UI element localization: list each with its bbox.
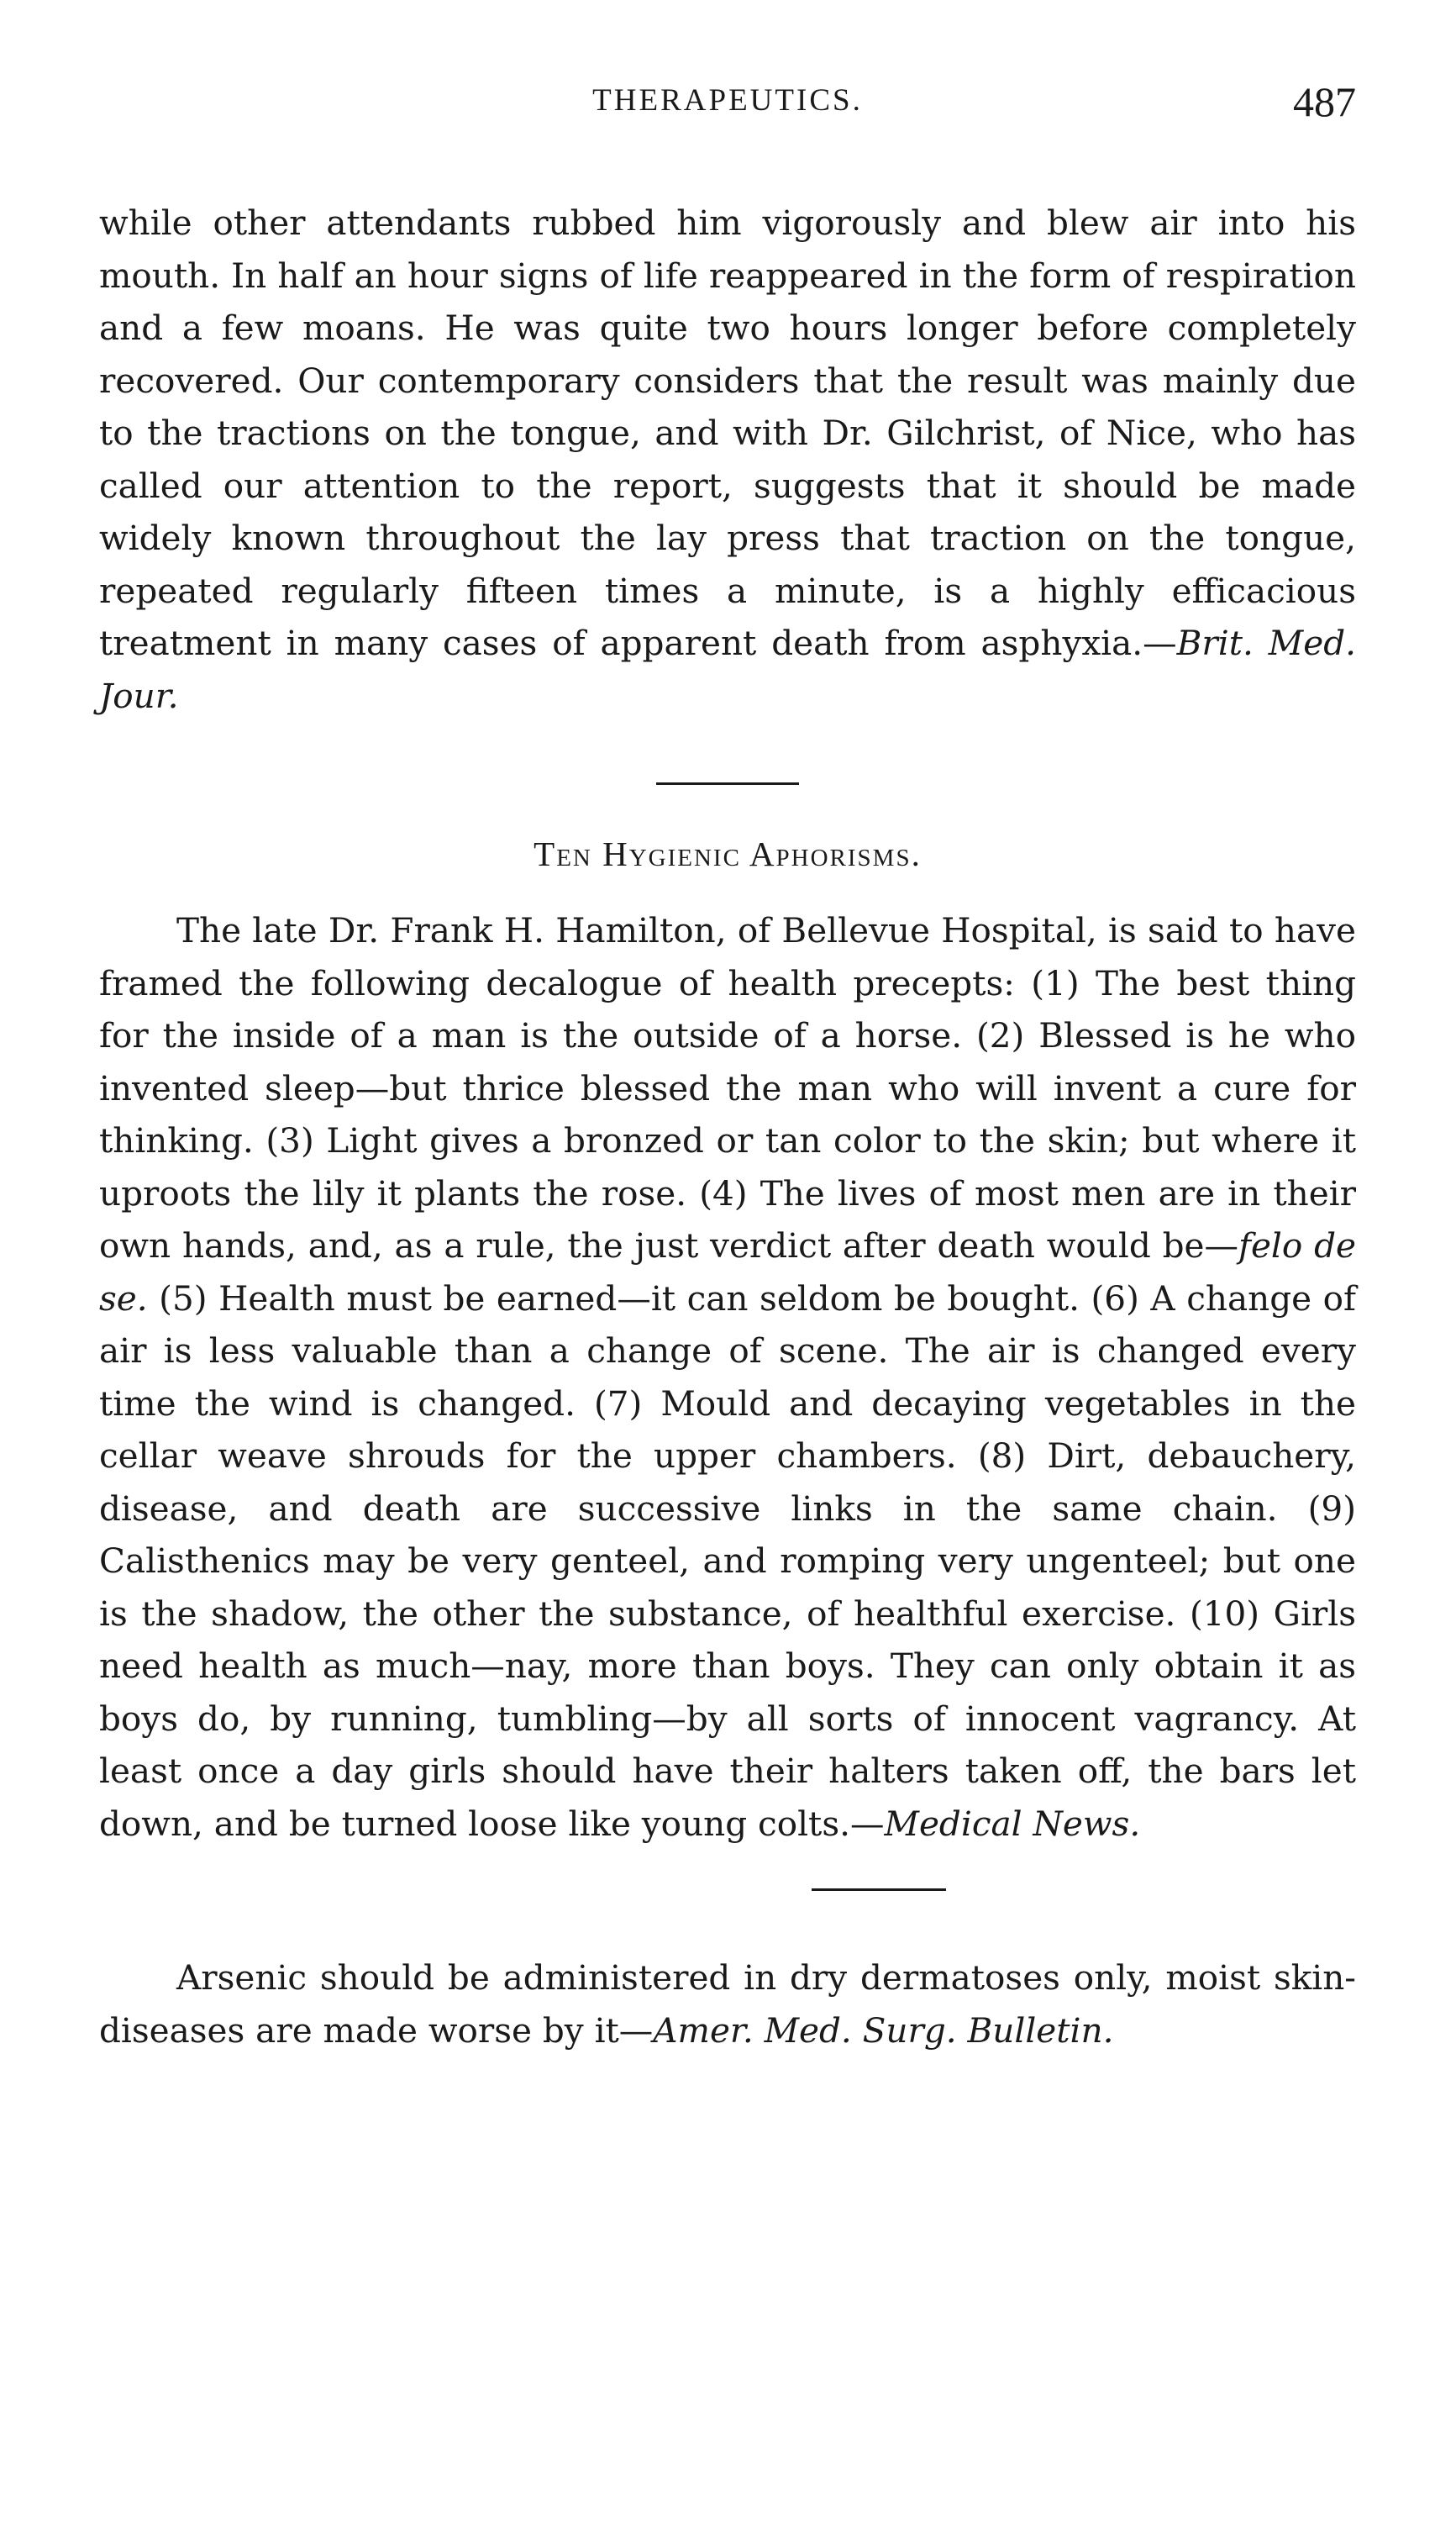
section-divider (812, 1888, 946, 1891)
paragraph-text: Arsenic should be administered in dry dermatoses only, moist skin-diseases are made worse by it— (99, 1957, 1356, 2051)
section-divider (656, 782, 799, 785)
paragraph-aphorisms (99, 904, 1356, 1850)
paragraph-arsenic (99, 1951, 1356, 2056)
source-citation: Medical News. (884, 1803, 1141, 1844)
source-citation: Brit. Med. Jour. (99, 623, 1356, 716)
page-number: 487 (1293, 78, 1356, 125)
section-heading: Ten Hygienic Aphorisms. (534, 835, 922, 873)
book-page (99, 77, 1356, 2056)
running-head (99, 77, 1356, 136)
paragraph-tongue-traction (99, 197, 1356, 722)
paragraph-text: while other attendants rubbed him vigorously and blew air into his mouth. In half an hour signs of life reappeared in the form of respiration and a few moans. He was quite two hours longer before completely recovered. Our contemporary considers that the result was mainly due to the tractions on the tongue, and with Dr. Gilchrist, of Nice, who has called our attention to the report, suggests that it should be made widely known throughout the lay press that traction on the tongue, repeated regularly fifteen times a minute, is a highly efficacious treatment in many cases of apparent death from asphyxia.— (99, 203, 1356, 663)
running-title: THERAPEUTICS. (592, 83, 863, 118)
paragraph-text: The late Dr. Frank H. Hamilton, of Bellevue Hospital, is said to have framed the following decalogue of health precepts: (1) The best thing for the inside of a man is the outside of a horse. (2) Blessed is he who invented sleep—but thrice blessed the man who will invent a cure for thinking. (3) Light gives a bronzed or tan color to the skin; but where it uproots the lily it plants the rose. (4) The lives of most men are in their own hands, and, as a rule, the just verdict after death would be— (99, 910, 1356, 1266)
paragraph-text-continued: (5) Health must be earned—it can seldom be bought. (6) A change of air is less valuable than a change of scene. The air is changed every time the wind is changed. (7) Mould and decaying vegetables in the cellar weave shrouds for the upper chambers. (8) Dirt, debauchery, disease, and death are successive links in the same chain. (9) Calisthenics may be very genteel, and romping very ungenteel; but one is the shadow, the other the substance, of healthful exercise. (10) Girls need health as much—nay, more than boys. They can only obtain it as boys do, by running, tumbling—by all sorts of innocent vagrancy. At least once a day girls should have their halters taken off, the bars let down, and be turned loose like young colts.— (99, 1277, 1356, 1844)
source-citation: Amer. Med. Surg. Bulletin. (653, 2009, 1114, 2051)
italic-phrase: felo de se. (99, 1225, 1356, 1319)
